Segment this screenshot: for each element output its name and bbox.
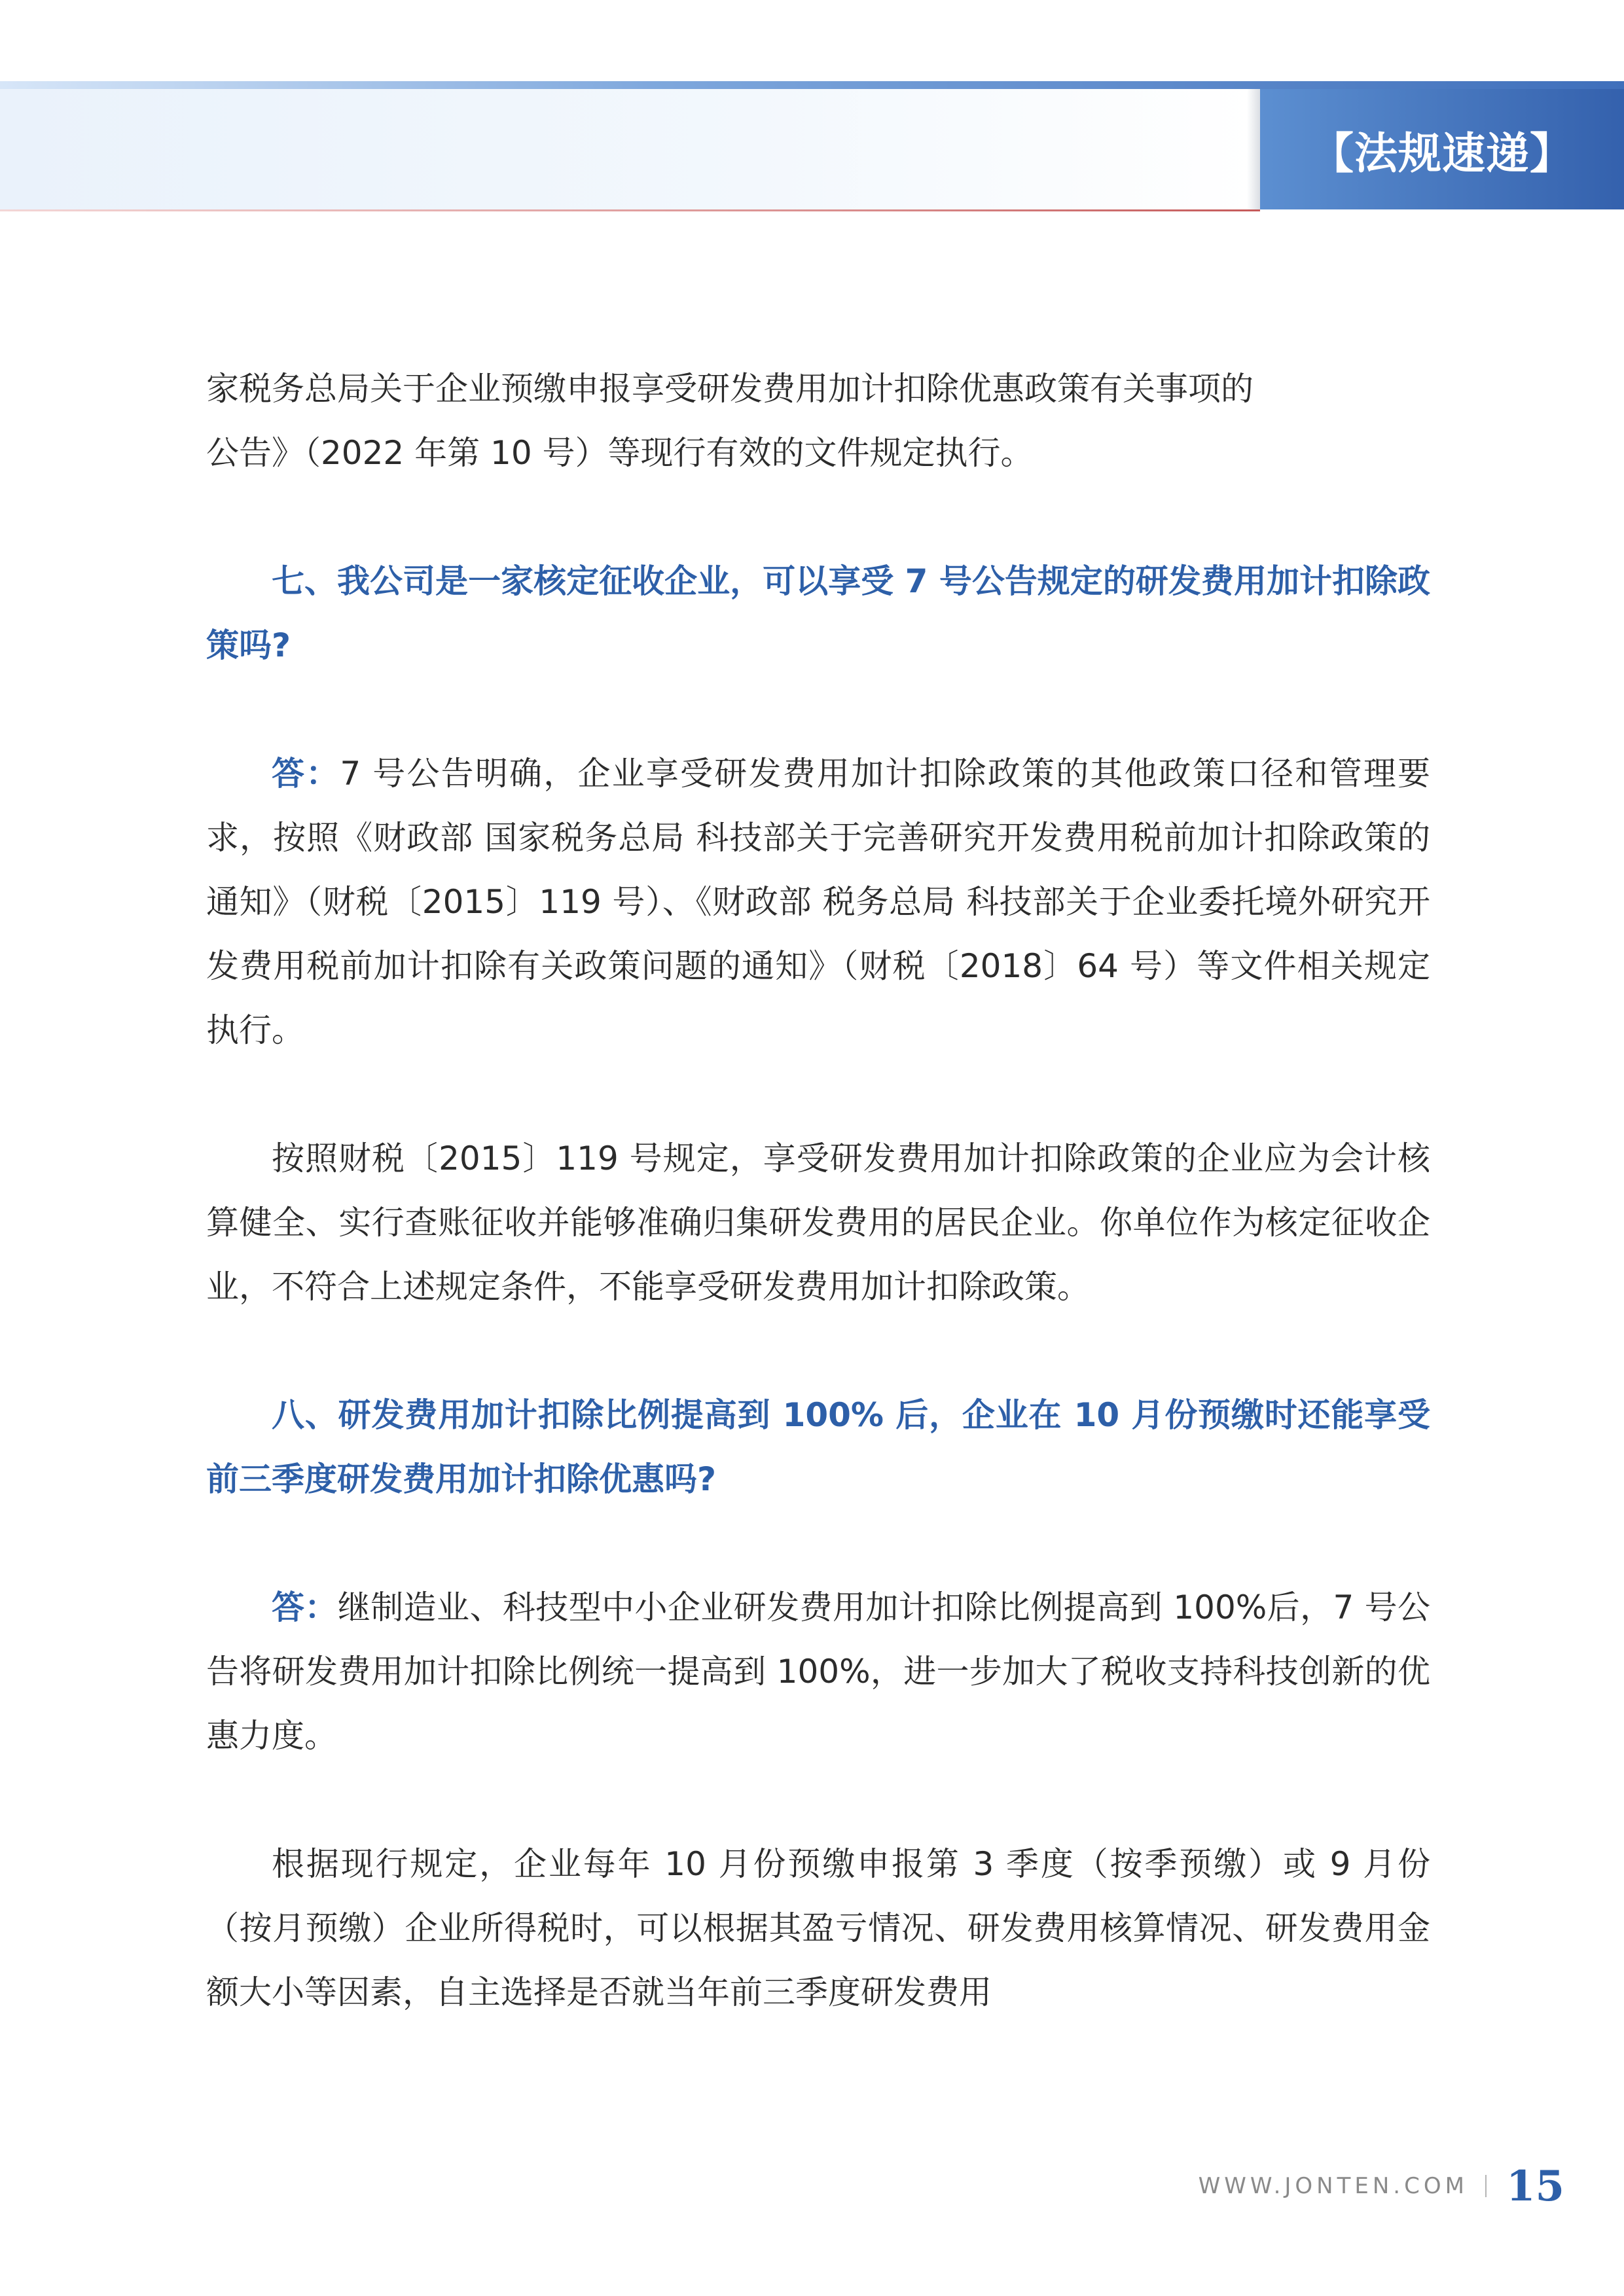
paragraph-continued-line-1: 家税务总局关于企业预缴申报享受研发费用加计扣除优惠政策有关事项的 <box>206 370 1254 408</box>
article-body <box>206 357 1430 2024</box>
footer-divider <box>1485 2175 1487 2197</box>
header-underline <box>0 209 1260 211</box>
header-top-line <box>0 81 1624 89</box>
question-heading-8: 八、研发费用加计扣除比例提高到 100% 后，企业在 10 月份预缴时还能享受前三季度研发费用加计扣除优惠吗? <box>206 1396 1430 1498</box>
header-band <box>0 89 1257 209</box>
header-band-shadow <box>1247 89 1260 209</box>
answer-text-8: 继制造业、科技型中小企业研发费用加计扣除比例提高到 100%后，7 号公告将研发费用加计扣除比例统一提高到 100%，进一步加大了税收支持科技创新的优惠力度。 <box>206 1588 1431 1755</box>
paragraph-continued-line-2: 公告》（2022 年第 10 号）等现行有效的文件规定执行。 <box>206 434 1034 472</box>
answer-text-7: 7 号公告明确，企业享受研发费用加计扣除政策的其他政策口径和管理要求，按照《财政部 国家税务总局 科技部关于完善研究开发费用税前加计扣除政策的通知》（财税〔2015〕119 号）、《财政部 税务总局 科技部关于企业委托境外研究开发费用税前加计扣除有关政策问题的通知》（财税〔2018〕64 号）等文件相关规定执行。 <box>206 755 1430 1049</box>
question-heading-7: 七、我公司是一家核定征收企业，可以享受 7 号公告规定的研发费用加计扣除政策吗? <box>206 562 1430 664</box>
answer-paragraph-8 <box>206 1575 1430 1768</box>
answer-paragraph-7 <box>206 742 1430 1062</box>
page-number: 15 <box>1506 2161 1564 2211</box>
footer-url: WWW.JONTEN.COM <box>1198 2173 1468 2199</box>
answer-label: 答： <box>272 755 340 793</box>
paragraph-7-detail: 按照财税〔2015〕119 号规定，享受研发费用加计扣除政策的企业应为会计核算健全、实行查账征收并能够准确归集研发费用的居民企业。你单位作为核定征收企业，不符合上述规定条件，不能享受研发费用加计扣除政策。 <box>206 1139 1430 1306</box>
answer-label: 答： <box>272 1588 338 1626</box>
section-badge <box>1260 89 1624 209</box>
section-badge-label: 【法规速递】 <box>1310 127 1574 179</box>
paragraph-8-detail: 根据现行规定，企业每年 10 月份预缴申报第 3 季度（按季预缴）或 9 月份（按月预缴）企业所得税时，可以根据其盈亏情况、研发费用核算情况、研发费用金额大小等因素，自主选择是否就当年前三季度研发费用 <box>206 1845 1430 2011</box>
page-footer <box>1198 2160 1564 2212</box>
